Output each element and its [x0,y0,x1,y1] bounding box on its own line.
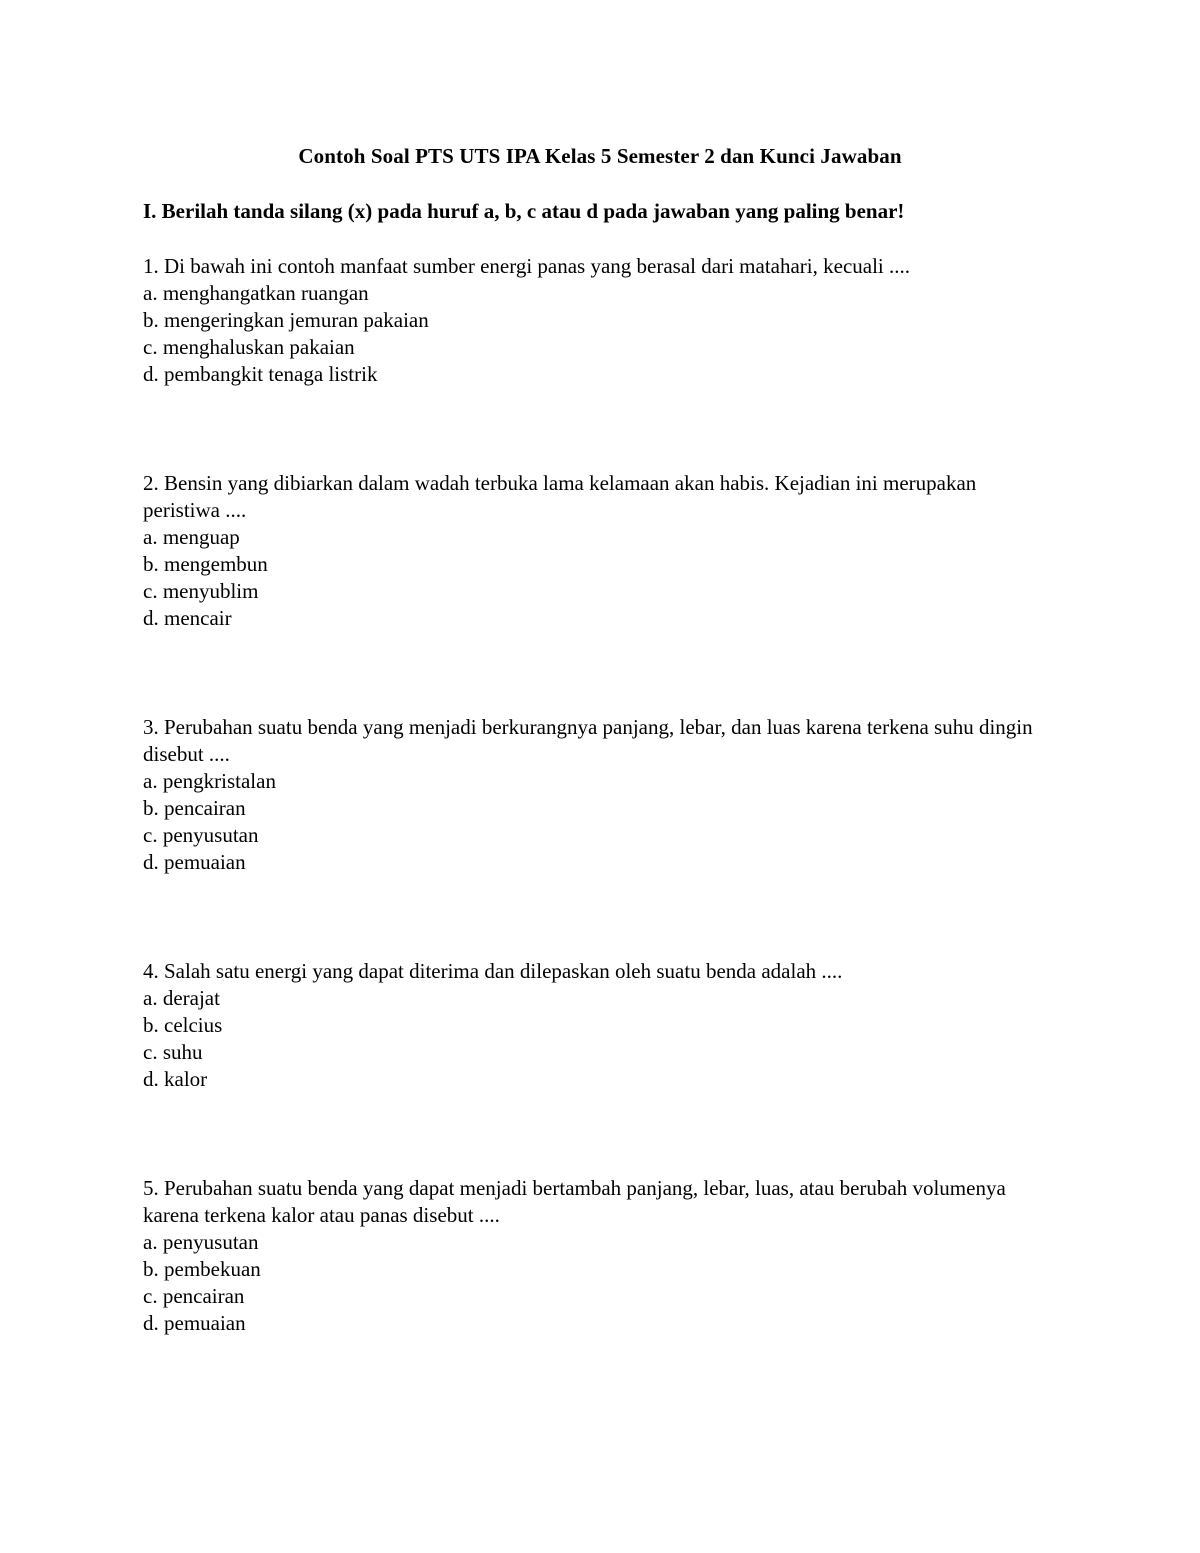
answer-option-c: c. menyublim [143,579,259,603]
answer-options [143,1229,1043,1337]
answer-option-b: b. mengeringkan jemuran pakaian [143,308,429,332]
question-text: 4. Salah satu energi yang dapat diterima dan dilepaskan oleh suatu benda adalah .... [143,959,843,983]
answer-option-c: c. suhu [143,1040,203,1064]
answer-option-b: b. celcius [143,1013,223,1037]
question-text: 1. Di bawah ini contoh manfaat sumber energi panas yang berasal dari matahari, kecuali .... [143,254,911,278]
section-instruction: I. Berilah tanda silang (x) pada huruf a, b, c atau d pada jawaban yang paling benar! [143,199,905,223]
answer-options [143,985,1043,1093]
question-3 [143,714,1043,876]
answer-option-d: d. pemuaian [143,850,246,874]
answer-option-d: d. mencair [143,606,232,630]
answer-option-a: a. menguap [143,525,240,549]
answer-option-b: b. pembekuan [143,1257,261,1281]
answer-option-a: a. pengkristalan [143,769,276,793]
answer-options [143,768,1043,876]
answer-option-c: c. pencairan [143,1284,245,1308]
document-title: Contoh Soal PTS UTS IPA Kelas 5 Semester 2 dan Kunci Jawaban [298,144,902,168]
answer-option-b: b. pencairan [143,796,246,820]
answer-option-c: c. menghaluskan pakaian [143,335,355,359]
answer-option-c: c. penyusutan [143,823,259,847]
question-text: 3. Perubahan suatu benda yang menjadi berkurangnya panjang, lebar, dan luas karena terkena suhu dingin disebut .... [143,715,1033,766]
question-5 [143,1175,1043,1337]
answer-options [143,524,1043,632]
answer-option-b: b. mengembun [143,552,268,576]
question-1 [143,253,1043,388]
answer-options [143,280,1043,388]
question-4 [143,958,1043,1093]
answer-option-d: d. kalor [143,1067,208,1091]
answer-option-d: d. pemuaian [143,1311,246,1335]
answer-option-a: a. menghangatkan ruangan [143,281,369,305]
question-text: 2. Bensin yang dibiarkan dalam wadah terbuka lama kelamaan akan habis. Kejadian ini merupakan peristiwa .... [143,471,977,522]
question-2 [143,470,1043,632]
answer-option-d: d. pembangkit tenaga listrik [143,362,378,386]
answer-option-a: a. penyusutan [143,1230,259,1254]
answer-option-a: a. derajat [143,986,220,1010]
question-text: 5. Perubahan suatu benda yang dapat menjadi bertambah panjang, lebar, luas, atau berubah volumenya karena terkena kalor atau panas disebut .... [143,1176,1006,1227]
